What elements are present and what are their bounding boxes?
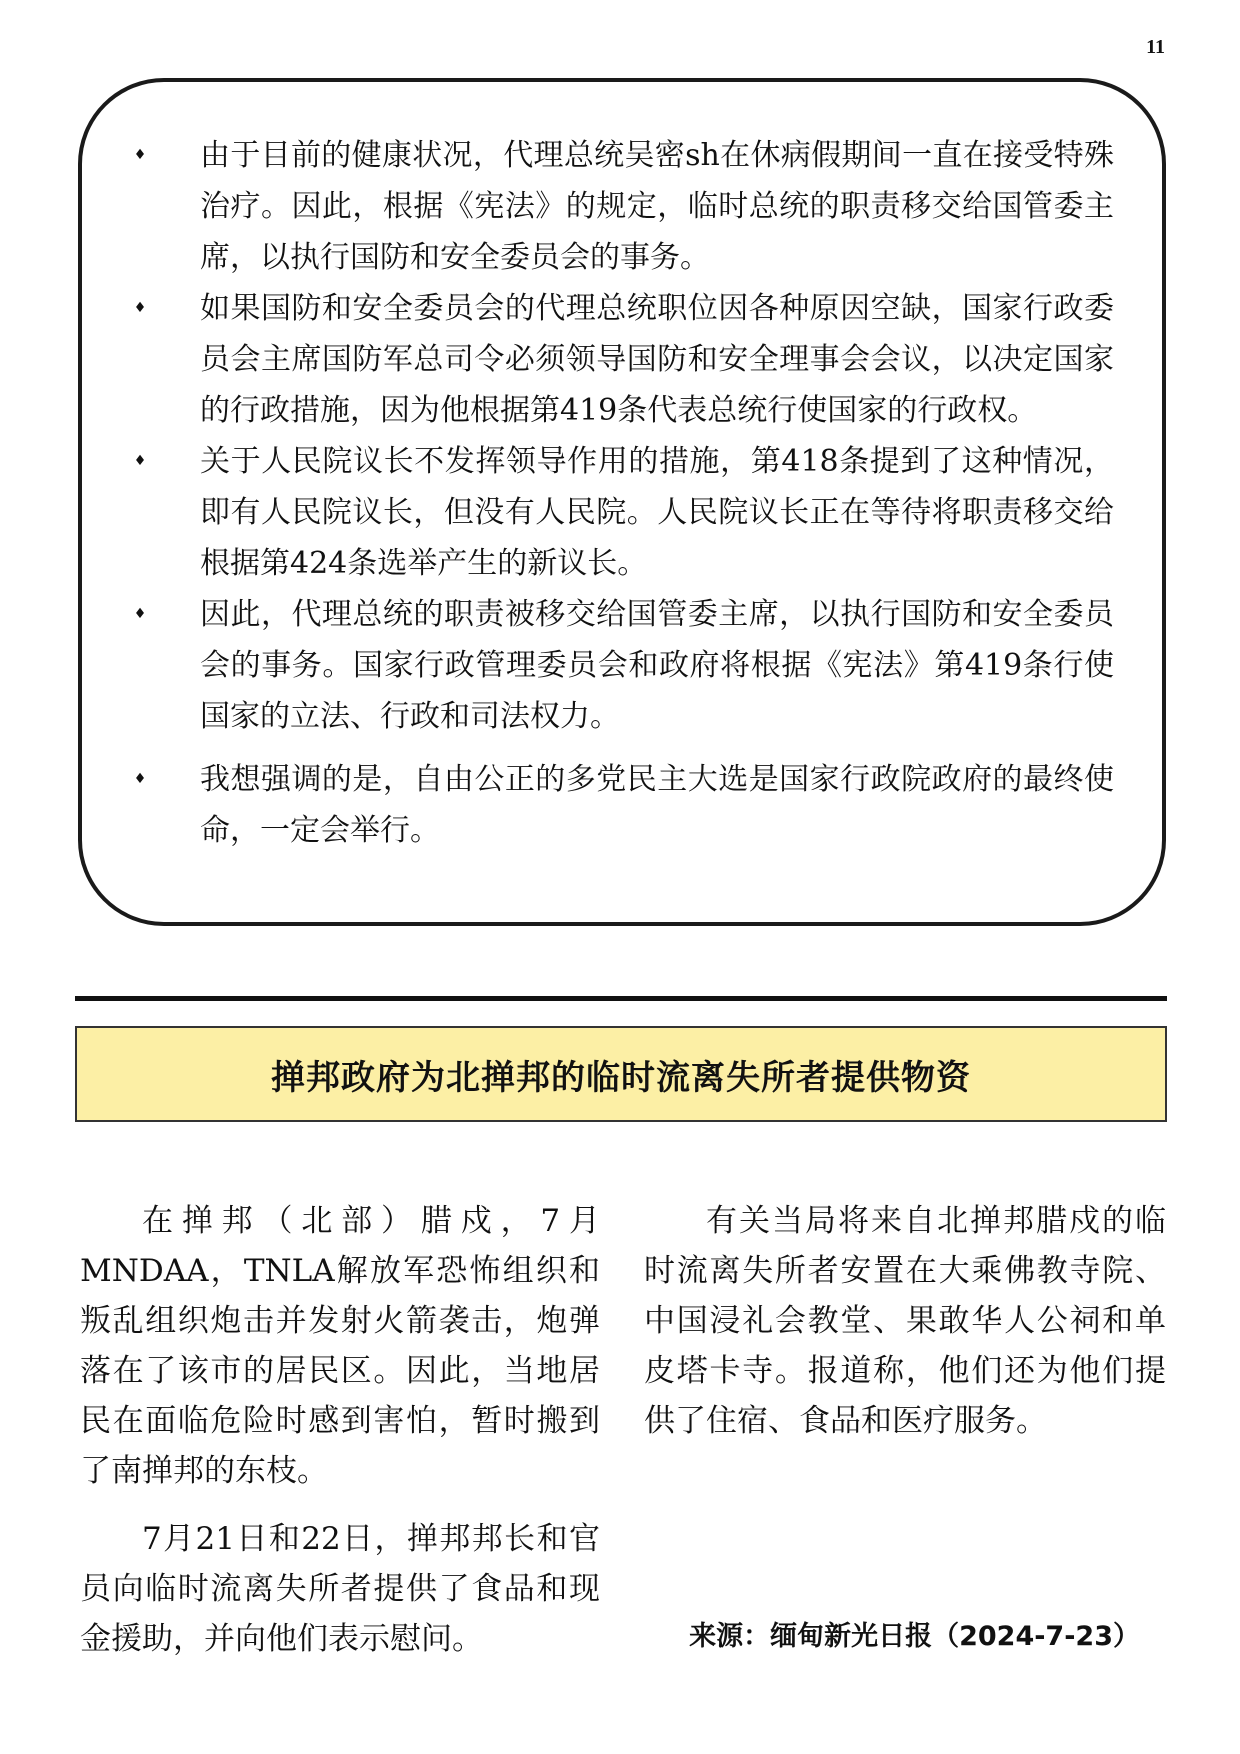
source-credit: 来源：缅甸新光日报（2024-7-23）	[689, 1621, 1140, 1652]
bullet-item	[122, 283, 1114, 436]
bullet-text: 关于人民院议长不发挥领导作用的措施，第418条提到了这种情况，即有人民院议长，但没有人民院。人民院议长正在等待将职责移交给根据第424条选举产生的新议长。	[200, 444, 1114, 581]
bullet-item	[122, 589, 1114, 742]
bullet-text: 如果国防和安全委员会的代理总统职位因各种原因空缺，国家行政委员会主席国防军总司令必须领导国防和安全理事会会议，以决定国家的行政措施，因为他根据第419条代表总统行使国家的行政权。	[200, 291, 1114, 428]
bullet-item	[122, 436, 1114, 589]
bullet-item	[122, 754, 1114, 856]
bullet-text: 我想强调的是，自由公正的多党民主大选是国家行政院政府的最终使命，一定会举行。	[200, 762, 1114, 848]
article-paragraph: 在掸邦（北部）腊戍，7月MNDAA，TNLA解放军恐怖组织和叛乱组织炮击并发射火箭袭击，炮弹落在了该市的居民区。因此，当地居民在面临危险时感到害怕，暂时搬到了南掸邦的东枝。	[80, 1203, 600, 1489]
article-column-right	[644, 1196, 1166, 1464]
article-paragraph: 有关当局将来自北掸邦腊戍的临时流离失所者安置在大乘佛教寺院、中国浸礼会教堂、果敢华人公祠和单皮塔卡寺。报道称，他们还为他们提供了住宿、食品和医疗服务。	[644, 1203, 1166, 1439]
announcement-box	[78, 78, 1166, 926]
article-column-left	[80, 1196, 600, 1682]
diamond-bullet-icon: ♦	[133, 606, 147, 622]
section-divider	[75, 996, 1167, 1001]
bullet-item	[122, 130, 1114, 283]
article-headline: 掸邦政府为北掸邦的临时流离失所者提供物资	[271, 1057, 971, 1098]
bullet-list	[122, 130, 1114, 856]
diamond-bullet-icon: ♦	[133, 453, 147, 469]
bullet-text: 因此，代理总统的职责被移交给国管委主席，以执行国防和安全委员会的事务。国家行政管理委员会和政府将根据《宪法》第419条行使国家的立法、行政和司法权力。	[200, 597, 1114, 734]
diamond-bullet-icon: ♦	[133, 300, 147, 316]
article-paragraph: 7月21日和22日，掸邦邦长和官员向临时流离失所者提供了食品和现金援助，并向他们表示慰问。	[80, 1521, 600, 1657]
headline-banner	[75, 1026, 1167, 1122]
page-number: 11	[1146, 36, 1165, 58]
diamond-bullet-icon: ♦	[133, 147, 147, 163]
bullet-text: 由于目前的健康状况，代理总统吴密sh在休病假期间一直在接受特殊治疗。因此，根据《宪法》的规定，临时总统的职责移交给国管委主席，以执行国防和安全委员会的事务。	[200, 138, 1114, 275]
diamond-bullet-icon: ♦	[133, 771, 147, 787]
